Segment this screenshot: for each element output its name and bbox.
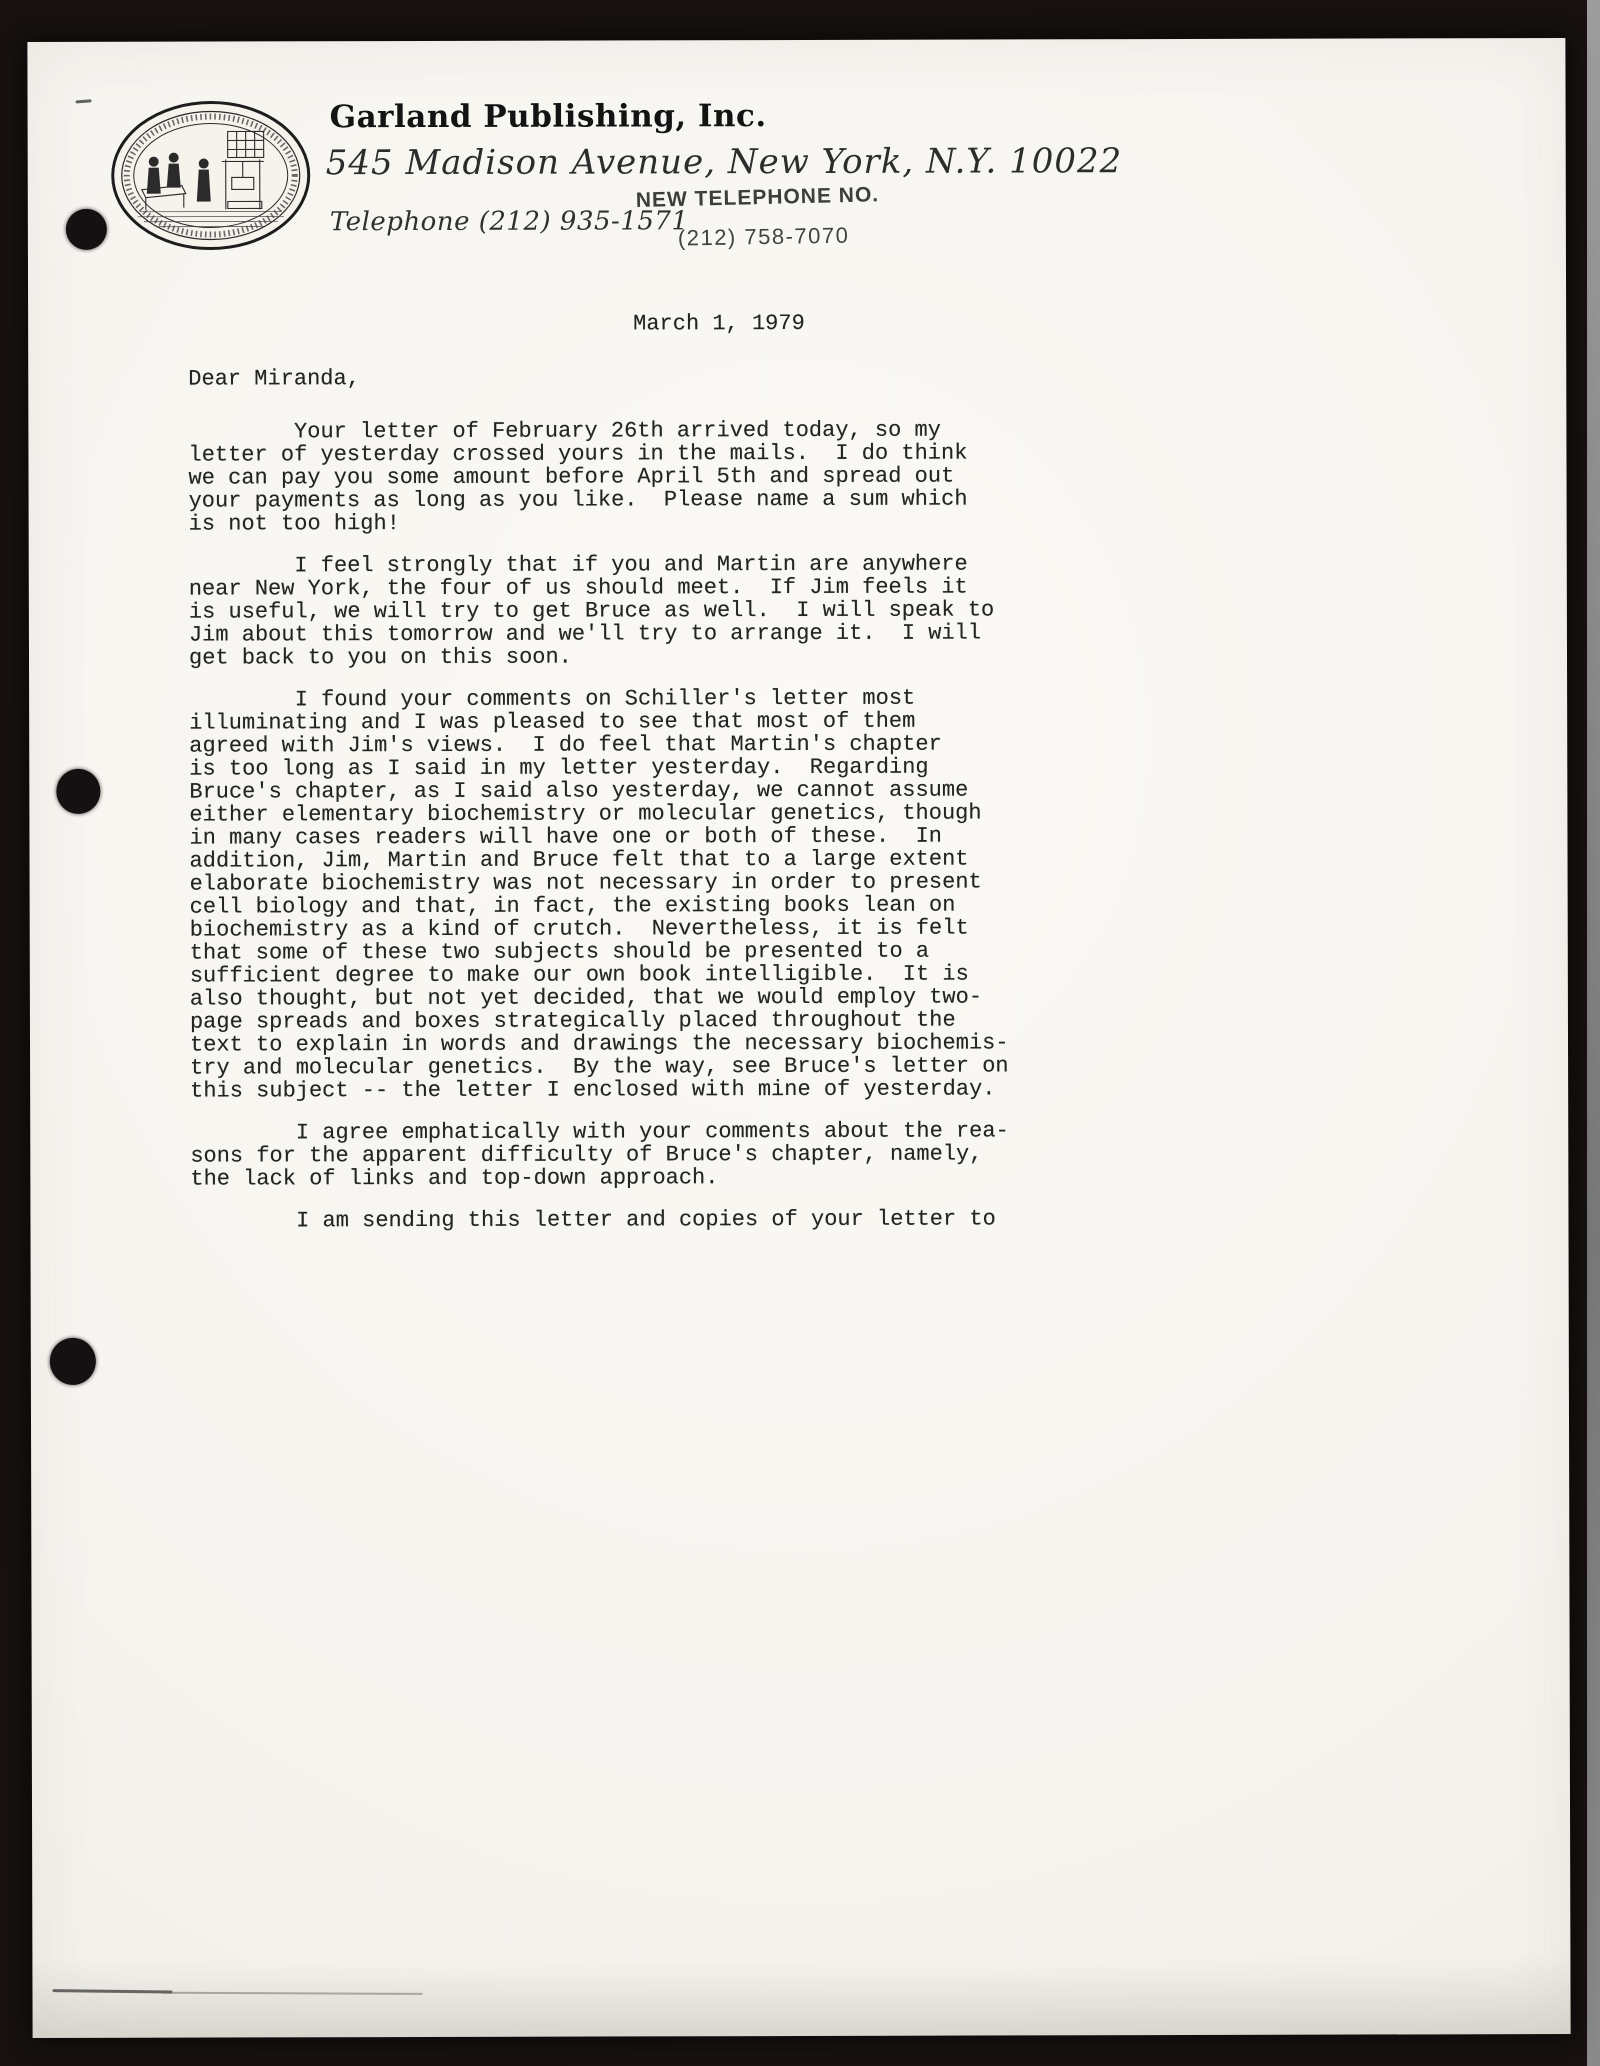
salutation: Dear Miranda, <box>188 366 360 392</box>
paragraph-4: I agree emphatically with your comments about the rea- sons for the apparent difficulty of Bruce's chapter, namely, the lack of links and top-down approach. <box>190 1118 1009 1192</box>
hole-punch-middle <box>56 769 100 814</box>
new-telephone-stamp-label: NEW TELEPHONE NO. <box>635 183 880 212</box>
printing-press-emblem-icon <box>108 97 314 256</box>
paper-sheet <box>27 38 1570 2038</box>
paragraph-3: I found your comments on Schiller's letter most illuminating and I was pleased to see that most of them agreed with Jim's views. I do feel that Martin's chapter is too long as I said in my letter yesterday. Regarding Bruce's chapter, as I said also yesterday, we cannot assume either elementary biochemistry or molecular genetics, though in many cases readers will have one or both of these. In addition, Jim, Martin and Bruce felt that to a large extent elaborate biochemistry was not necessary in order to present cell biology and that, in fact, the existing books lean on biochemistry as a kind of crutch. Nevertheless, it is felt that some of these two subjects should be presented to a sufficient degree to make our own book intelligible. It is also thought, but not yet decided, that we would employ two- page spreads and boxes strategically placed throughout the text to explain in words and drawings the necessary biochemis- try and molecular genetics. By the way, see Bruce's letter on this subject -- the letter I enclosed with mine of yesterday. <box>189 685 1009 1104</box>
garland-publisher-logo <box>108 97 314 256</box>
company-name: Garland Publishing, Inc. <box>329 98 767 136</box>
paragraph-5: I am sending this letter and copies of your letter to <box>190 1206 996 1234</box>
scan-artifact-line-faint <box>162 1992 422 1995</box>
scan-artifact-line <box>52 1989 172 1993</box>
pencil-mark <box>75 99 91 103</box>
letter-body <box>188 418 1280 1281</box>
telephone-line: Telephone (212) 935-1571 <box>329 206 689 238</box>
paragraph-1: Your letter of February 26th arrived today, so my letter of yesterday crossed yours in the mails. I do think we can pay you some amount before April 5th and spread out your payments as long as you like. Please name a sum which is not too high! <box>188 417 968 537</box>
address-line: 545 Madison Avenue, New York, N.Y. 10022 <box>325 141 1123 184</box>
paragraph-2: I feel strongly that if you and Martin are anywhere near New York, the four of us should meet. If Jim feels it is useful, we will try to get Bruce as well. I will speak to Jim about this tomorrow and we'll try to arrange it. I will get back to you on this soon. <box>188 551 995 671</box>
letter-date: March 1, 1979 <box>633 310 805 337</box>
hole-punch-bottom <box>50 1338 96 1385</box>
scanner-edge-strip <box>1587 0 1600 2066</box>
hole-punch-top <box>66 209 107 250</box>
new-telephone-stamp-number: (212) 758-7070 <box>677 222 850 251</box>
